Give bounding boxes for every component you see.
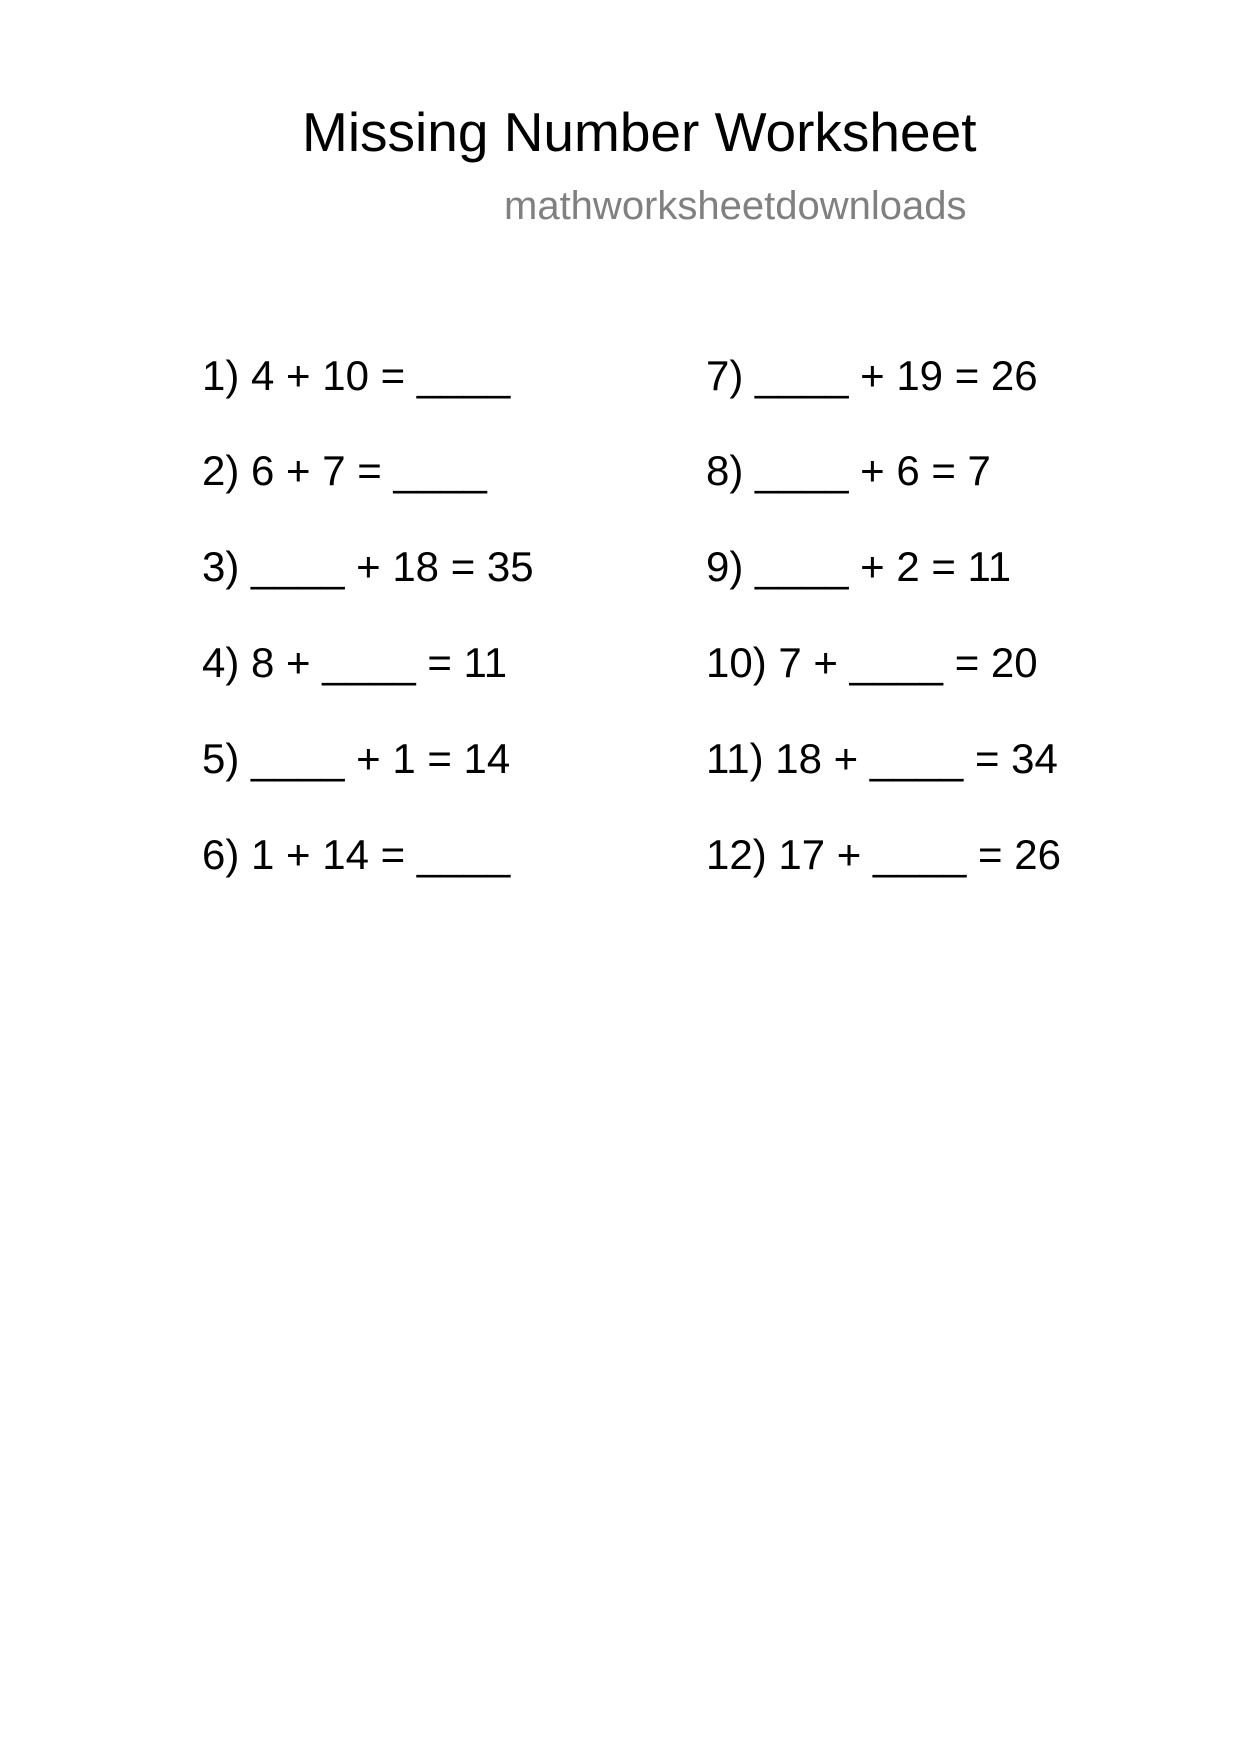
problem: 3) ____ + 18 = 35 (202, 543, 534, 590)
worksheet-title: Missing Number Worksheet (302, 101, 977, 163)
problem: 12) 17 + ____ = 26 (706, 831, 1061, 878)
problem: 2) 6 + 7 = ____ (202, 447, 487, 494)
worksheet-source: mathworksheetdownloads (504, 184, 967, 228)
problem: 11) 18 + ____ = 34 (706, 735, 1058, 782)
problem: 1) 4 + 10 = ____ (202, 352, 511, 399)
problem: 6) 1 + 14 = ____ (202, 831, 511, 878)
problem: 8) ____ + 6 = 7 (706, 447, 991, 494)
problem: 10) 7 + ____ = 20 (706, 639, 1038, 686)
problem: 9) ____ + 2 = 11 (706, 543, 1012, 590)
problem: 4) 8 + ____ = 11 (202, 639, 508, 686)
problem: 5) ____ + 1 = 14 (202, 735, 511, 782)
problem: 7) ____ + 19 = 26 (706, 352, 1038, 399)
